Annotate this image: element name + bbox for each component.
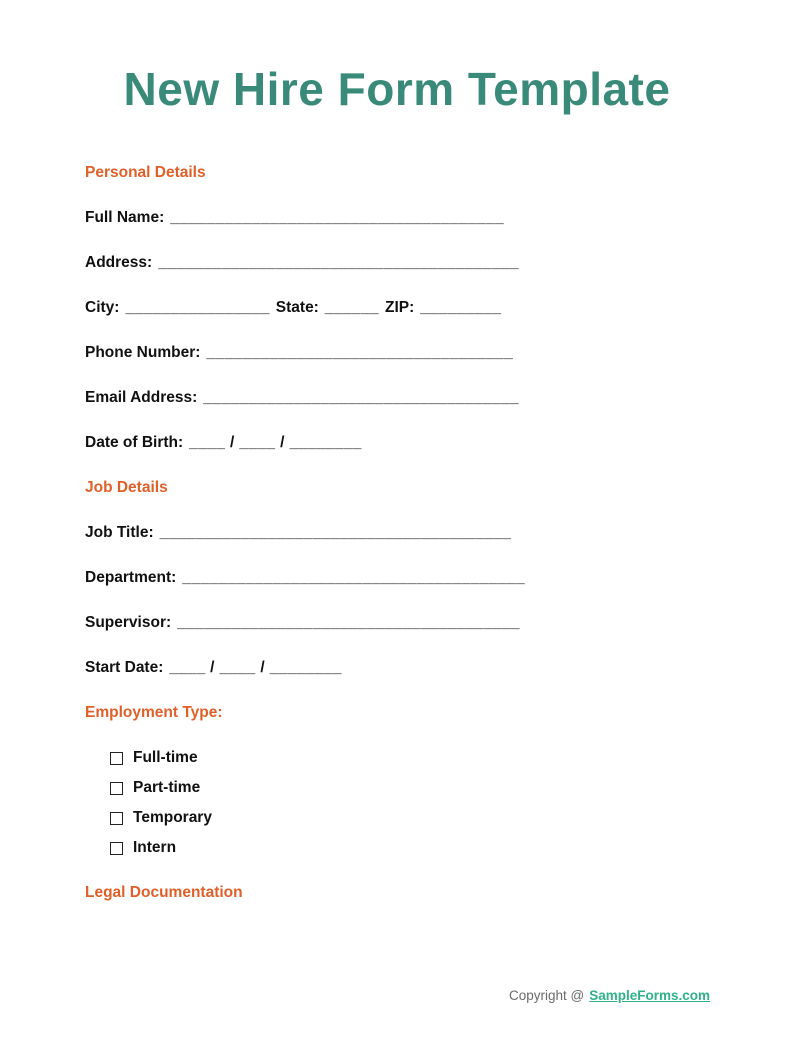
section-heading-legal-documentation: Legal Documentation (85, 884, 243, 901)
checkbox-option-temporary (85, 803, 734, 833)
field-email-address (85, 375, 734, 420)
field-blank-line: ___________________________________ (203, 389, 519, 406)
checkbox-label: Full-time (133, 749, 198, 766)
checkbox-label: Intern (133, 839, 177, 856)
field-label: State: (275, 299, 319, 316)
section-heading-personal-details: Personal Details (85, 164, 206, 181)
field-blank-line: _______________________________________ (159, 524, 512, 541)
checkbox[interactable] (110, 782, 123, 795)
field-start-date (85, 645, 734, 690)
field-blank-line: ______________________________________ (182, 569, 526, 586)
field-blank-line: ____ / ____ / ________ (189, 434, 362, 451)
sampleforms-link[interactable]: SampleForms.com (589, 988, 710, 1003)
field-label: Email Address: (85, 389, 198, 406)
field-label: Address: (85, 254, 153, 271)
field-blank-line: _________ (420, 299, 502, 316)
field-department (85, 555, 734, 600)
field-full-name (85, 195, 734, 240)
field-blank-line: __________________________________ (206, 344, 514, 361)
employment-type-options (85, 743, 734, 863)
checkbox-label: Part-time (133, 779, 201, 796)
copyright-text: Copyright @ (508, 988, 585, 1003)
field-label: Date of Birth: (85, 434, 184, 451)
field-job-title (85, 510, 734, 555)
section-heading-employment-type: Employment Type: (85, 704, 223, 721)
field-label: Full Name: (85, 209, 165, 226)
checkbox-option-part-time (85, 773, 734, 803)
checkbox[interactable] (110, 752, 123, 765)
field-label: City: (85, 299, 120, 316)
section-heading-job-details: Job Details (85, 479, 168, 496)
field-supervisor (85, 600, 734, 645)
checkbox[interactable] (110, 842, 123, 855)
field-label: Job Title: (85, 524, 154, 541)
field-label: Department: (85, 569, 177, 586)
checkbox-option-full-time (85, 743, 734, 773)
field-blank-line: ________________________________________ (158, 254, 520, 271)
field-blank-line: ______ (324, 299, 379, 316)
field-address (85, 240, 734, 285)
field-label: Phone Number: (85, 344, 201, 361)
field-label: Start Date: (85, 659, 164, 676)
field-date-of-birth (85, 420, 734, 465)
checkbox-label: Temporary (133, 809, 212, 826)
field-label: Supervisor: (85, 614, 172, 631)
form-content (0, 150, 794, 915)
checkbox-option-intern (85, 833, 734, 863)
field-phone-number (85, 330, 734, 375)
page-title: New Hire Form Template (123, 63, 671, 115)
footer (509, 988, 710, 1003)
field-city-state-zip (85, 285, 734, 330)
field-blank-line: ________________ (125, 299, 270, 316)
field-blank-line: ______________________________________ (177, 614, 520, 631)
checkbox[interactable] (110, 812, 123, 825)
field-blank-line: ____ / ____ / ________ (169, 659, 342, 676)
field-label: ZIP: (384, 299, 415, 316)
field-blank-line: _____________________________________ (170, 209, 504, 226)
